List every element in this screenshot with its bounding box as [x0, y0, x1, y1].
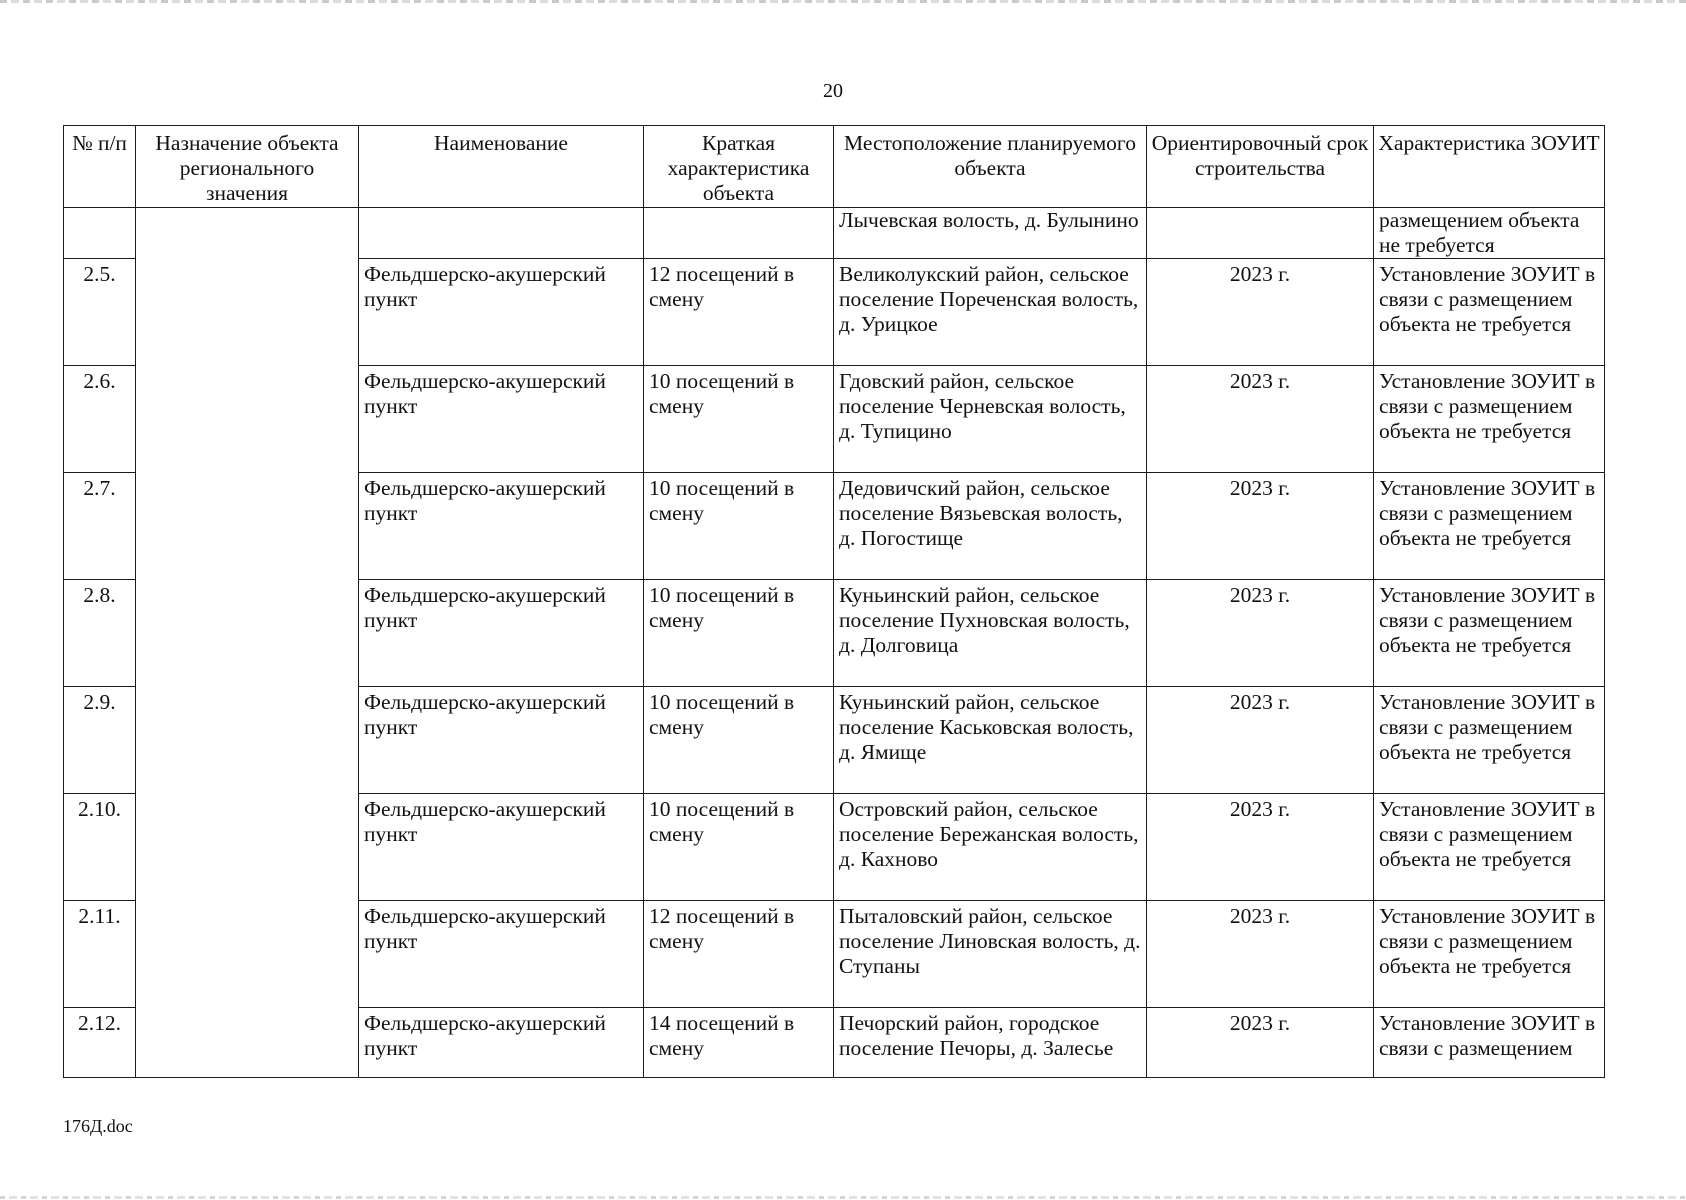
cell-name: Фельдшерско-акушерский пункт [359, 580, 644, 687]
cell-purpose-merged [136, 208, 359, 1078]
cell-zouit: Установление ЗОУИТ в связи с размещением объекта не требуется [1374, 473, 1605, 580]
cell-name: Фельдшерско-акушерский пункт [359, 687, 644, 794]
cell-zouit: Установление ЗОУИТ в связи с размещением объекта не требуется [1374, 901, 1605, 1008]
header-purpose: Назначение объекта регионального значения [136, 126, 359, 208]
header-zouit: Характеристика ЗОУИТ [1374, 126, 1605, 208]
cell-num: 2.10. [64, 794, 136, 901]
scan-edge-bottom [0, 1196, 1686, 1199]
cell-term: 2023 г. [1147, 901, 1374, 1008]
cell-location: Пыталовский район, сельское поселение Линовская волость, д. Ступаны [834, 901, 1147, 1008]
cell-num: 2.7. [64, 473, 136, 580]
cell-name: Фельдшерско-акушерский пункт [359, 794, 644, 901]
cell-brief: 10 посещений в смену [644, 366, 834, 473]
cell-term: 2023 г. [1147, 259, 1374, 366]
cell-brief: 12 посещений в смену [644, 259, 834, 366]
scan-edge-top [0, 0, 1686, 3]
cell-brief: 12 посещений в смену [644, 901, 834, 1008]
cell-location: Лычевская волость, д. Булынино [834, 208, 1147, 259]
cell-brief: 14 посещений в смену [644, 1008, 834, 1078]
cell-location: Дедовичский район, сельское поселение Вязьевская волость, д. Погостище [834, 473, 1147, 580]
cell-brief [644, 208, 834, 259]
cell-brief: 10 посещений в смену [644, 473, 834, 580]
cell-num: 2.5. [64, 259, 136, 366]
cell-term: 2023 г. [1147, 1008, 1374, 1078]
cell-zouit: Установление ЗОУИТ в связи с размещением объекта не требуется [1374, 580, 1605, 687]
header-location: Местоположение планируемого объекта [834, 126, 1147, 208]
cell-brief: 10 посещений в смену [644, 580, 834, 687]
cell-term: 2023 г. [1147, 687, 1374, 794]
table-header-row [64, 126, 1605, 208]
cell-num [64, 208, 136, 259]
cell-name [359, 208, 644, 259]
cell-name: Фельдшерско-акушерский пункт [359, 473, 644, 580]
footer-document-id: 176Д.doc [63, 1116, 133, 1136]
cell-num: 2.8. [64, 580, 136, 687]
cell-location: Куньинский район, сельское поселение Пухновская волость, д. Долговица [834, 580, 1147, 687]
cell-num: 2.11. [64, 901, 136, 1008]
cell-name: Фельдшерско-акушерский пункт [359, 259, 644, 366]
cell-name: Фельдшерско-акушерский пункт [359, 366, 644, 473]
cell-brief: 10 посещений в смену [644, 687, 834, 794]
cell-name: Фельдшерско-акушерский пункт [359, 901, 644, 1008]
objects-table [63, 125, 1605, 1078]
cell-zouit: размещением объекта не требуется [1374, 208, 1605, 259]
cell-zouit: Установление ЗОУИТ в связи с размещением объекта не требуется [1374, 794, 1605, 901]
cell-term: 2023 г. [1147, 794, 1374, 901]
cell-num: 2.12. [64, 1008, 136, 1078]
cell-zouit: Установление ЗОУИТ в связи с размещением объекта не требуется [1374, 687, 1605, 794]
cell-zouit: Установление ЗОУИТ в связи с размещением объекта не требуется [1374, 366, 1605, 473]
cell-num: 2.6. [64, 366, 136, 473]
header-term: Ориентировочный срок строительства [1147, 126, 1374, 208]
page-number: 20 [823, 80, 843, 102]
cell-location: Печорский район, городское поселение Печоры, д. Залесье [834, 1008, 1147, 1078]
document-table-wrapper [63, 125, 1605, 1078]
cell-brief: 10 посещений в смену [644, 794, 834, 901]
cell-zouit: Установление ЗОУИТ в связи с размещением объекта не требуется [1374, 259, 1605, 366]
header-name: Наименование [359, 126, 644, 208]
header-num: № п/п [64, 126, 136, 208]
header-brief: Краткая характеристика объекта [644, 126, 834, 208]
cell-term: 2023 г. [1147, 473, 1374, 580]
cell-term: 2023 г. [1147, 580, 1374, 687]
cell-location: Великолукский район, сельское поселение Пореченская волость, д. Урицкое [834, 259, 1147, 366]
cell-location: Гдовский район, сельское поселение Черневская волость, д. Тупицино [834, 366, 1147, 473]
cell-zouit: Установление ЗОУИТ в связи с размещением [1374, 1008, 1605, 1078]
cell-location: Островский район, сельское поселение Бережанская волость, д. Кахново [834, 794, 1147, 901]
cell-term: 2023 г. [1147, 366, 1374, 473]
cell-num: 2.9. [64, 687, 136, 794]
cell-name: Фельдшерско-акушерский пункт [359, 1008, 644, 1078]
cell-location: Куньинский район, сельское поселение Каськовская волость, д. Ямище [834, 687, 1147, 794]
table-row-continuation [64, 208, 1605, 259]
cell-term [1147, 208, 1374, 259]
